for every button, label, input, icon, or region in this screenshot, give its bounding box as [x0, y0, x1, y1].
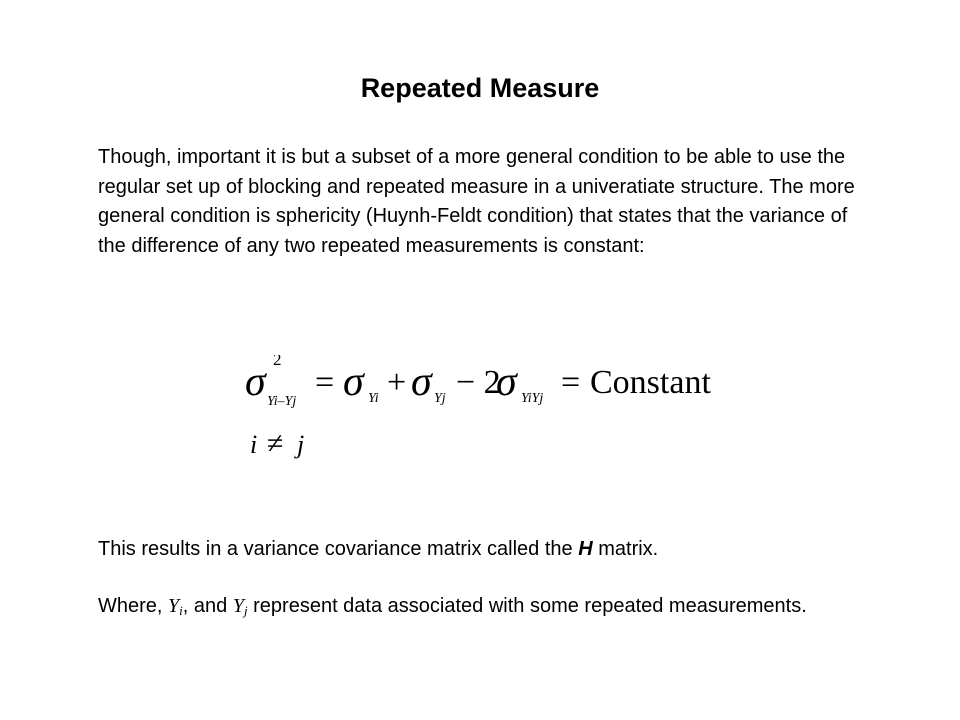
h-matrix-text-after: matrix.: [592, 538, 659, 560]
yj-symbol: [233, 595, 248, 617]
formula-sigma-3: σ: [411, 359, 432, 405]
formula-plus: +: [387, 364, 407, 401]
where-lead: Where,: [98, 595, 169, 617]
h-matrix-letter: H: [578, 538, 593, 560]
formula-sigma-4: σ: [496, 359, 517, 405]
condition-j: j: [297, 430, 305, 459]
h-matrix-sentence: [98, 535, 868, 565]
where-mid: , and: [182, 595, 233, 617]
formula-sigma-2: σ: [343, 359, 364, 405]
formula-constant: Constant: [590, 364, 711, 401]
condition-neq: ≠: [267, 427, 284, 460]
formula-minus-two: − 2: [456, 364, 501, 401]
h-matrix-text-before: This results in a variance covariance matrix called the: [98, 538, 579, 560]
formula-svg: [240, 355, 760, 475]
formula-subscript-yi: Yi: [368, 391, 379, 406]
yi-base: Y: [168, 595, 180, 617]
condition-i: i: [250, 430, 258, 459]
where-tail: represent data associated with some repeated measurements.: [247, 595, 807, 617]
yi-symbol: [168, 595, 183, 617]
formula-subscript-diff: Yi–Yj: [267, 394, 297, 409]
yj-base: Y: [232, 595, 244, 617]
formula-equals-2: =: [561, 364, 581, 401]
formula-sigma-1: σ: [245, 359, 266, 405]
intro-paragraph: Though, important it is but a subset of a more general condition to be able to use the regular set up of blocking and repeated measure in a univeratiate structure. The more general condition is sphericity (Huynh-Feldt condition) that states that the variance of the difference of any two repeated measurements is constant:: [98, 146, 855, 257]
formula-subscript-yj: Yj: [434, 391, 446, 406]
formula-superscript-2: 2: [273, 355, 282, 369]
slide-title: Repeated Measure: [360, 73, 600, 103]
where-sentence: [98, 592, 868, 625]
formula-subscript-yiyj: YiYj: [521, 391, 544, 406]
yj-subscript: j: [243, 603, 248, 618]
formula-equals: =: [315, 364, 335, 401]
yi-subscript: i: [179, 603, 183, 618]
sphericity-formula: [240, 355, 760, 475]
